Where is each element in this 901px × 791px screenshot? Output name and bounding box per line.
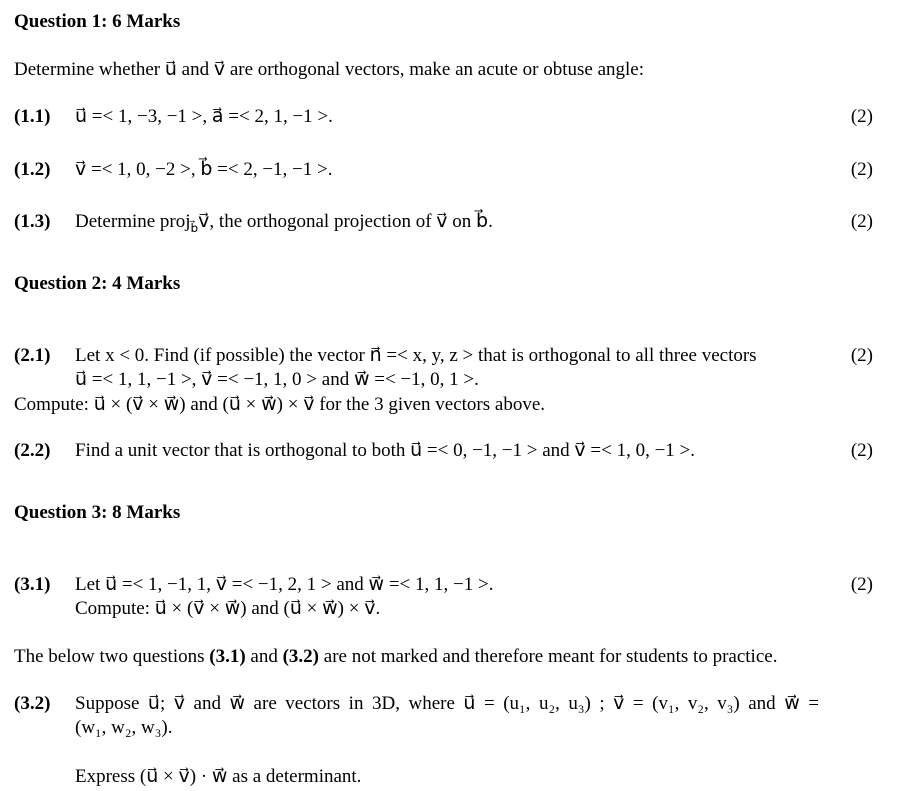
- item-number: (1.3): [14, 211, 51, 232]
- item-number: (3.2): [14, 693, 51, 714]
- item-number: (2.2): [14, 440, 51, 461]
- item-number: (3.1): [14, 574, 51, 595]
- item-text: u⃗ =< 1, −3, −1 >, a⃗ =< 2, 1, −1 >.: [75, 106, 333, 127]
- item-text-part: Determine proj: [75, 211, 191, 232]
- item-marks: (2): [850, 440, 873, 461]
- note-ref-3-1: (3.1): [209, 646, 246, 667]
- item-text-line-2: Compute: u⃗ × (v⃗ × w⃗) and (u⃗ × w⃗) × v⃗.: [75, 598, 381, 619]
- item-text-line-1: Suppose u⃗; v⃗ and w⃗ are vectors in 3D, where u⃗ = (u₁, u₂, u₃) ; v⃗ = (v₁, v₂, v₃) and w⃗ =: [75, 693, 819, 714]
- question-1-heading: [14, 10, 180, 34]
- item-marks: (2): [850, 211, 873, 232]
- item-marks: (2): [850, 574, 873, 595]
- item-text-line-3: Express (u⃗ × v⃗) · w⃗ as a determinant.: [75, 766, 362, 787]
- item-text: [75, 210, 493, 240]
- note-text: are not marked and therefore meant for students to practice.: [319, 646, 778, 667]
- item-marks: (2): [850, 159, 873, 180]
- compute-instruction: Compute: u⃗ × (v⃗ × w⃗) and (u⃗ × w⃗) × v⃗ for the 3 given vectors above.: [14, 394, 546, 415]
- question-2-heading: [14, 272, 180, 296]
- projection-subscript: b⃗: [190, 220, 199, 235]
- item-text-line-2: u⃗ =< 1, 1, −1 >, v⃗ =< −1, 1, 0 > and w⃗ =< −1, 0, 1 >.: [75, 369, 479, 390]
- question-3-heading: [14, 501, 180, 525]
- question-3-marks: : 8 Marks: [101, 502, 181, 523]
- question-1-intro: Determine whether u⃗ and v⃗ are orthogonal vectors, make an acute or obtuse angle:: [14, 59, 644, 80]
- question-1-marks: : 6 Marks: [101, 11, 181, 32]
- practice-note: [14, 645, 777, 669]
- item-number: (1.1): [14, 106, 51, 127]
- note-text: The below two questions: [14, 646, 210, 667]
- item-text-line-1: Let x < 0. Find (if possible) the vector n⃗ =< x, y, z > that is orthogonal to all three vectors: [75, 345, 757, 366]
- item-marks: (2): [850, 345, 873, 366]
- question-2-label: Question 2: [14, 273, 102, 294]
- item-text: Find a unit vector that is orthogonal to both u⃗ =< 0, −1, −1 > and v⃗ =< 1, 0, −1 >.: [75, 440, 696, 461]
- item-marks: (2): [850, 106, 873, 127]
- question-1-label: Question 1: [14, 11, 102, 32]
- question-2-marks: : 4 Marks: [101, 273, 181, 294]
- note-text: and: [245, 646, 283, 667]
- item-text-line-1: Let u⃗ =< 1, −1, 1, v⃗ =< −1, 2, 1 > and w⃗ =< 1, 1, −1 >.: [75, 574, 494, 595]
- question-3-label: Question 3: [14, 502, 102, 523]
- item-text-part: v⃗, the orthogonal projection of v⃗ on b⃗.: [198, 211, 493, 232]
- item-number: (2.1): [14, 345, 51, 366]
- note-ref-3-2: (3.2): [282, 646, 320, 667]
- item-text: v⃗ =< 1, 0, −2 >, b⃗ =< 2, −1, −1 >.: [75, 159, 333, 180]
- item-number: (1.2): [14, 159, 51, 180]
- item-text-line-2: (w₁, w₂, w₃).: [75, 717, 173, 738]
